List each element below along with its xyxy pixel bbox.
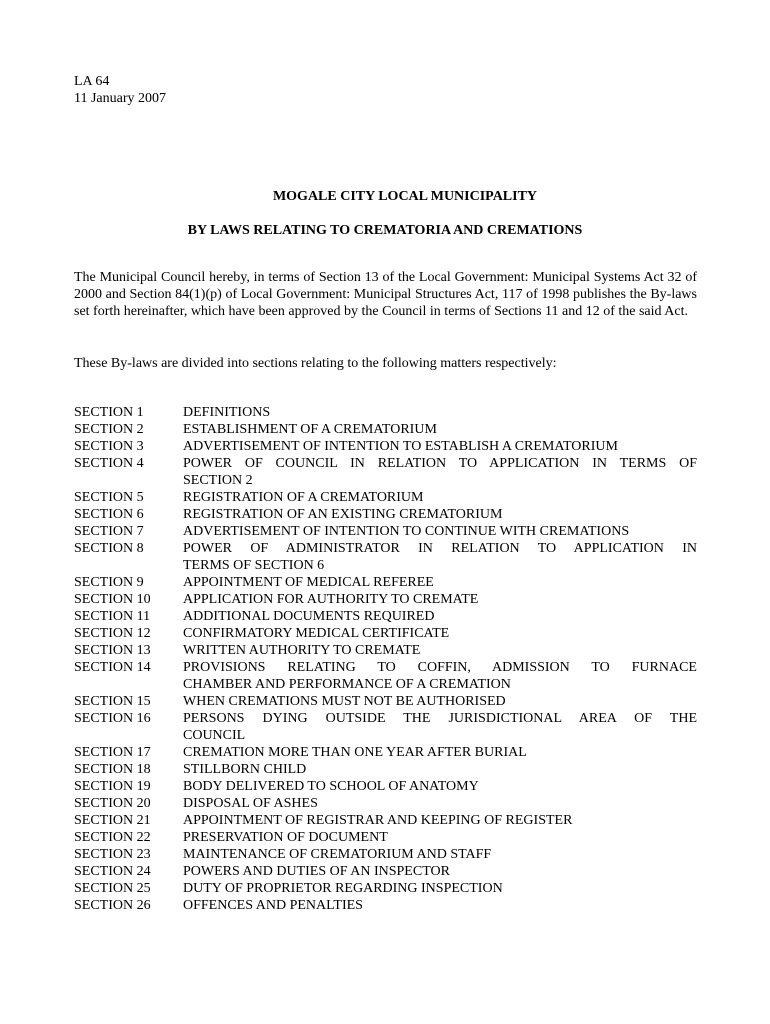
section-title — [183, 846, 697, 863]
section-number: SECTION 8 — [74, 541, 144, 556]
section-row — [74, 438, 697, 455]
section-title — [183, 404, 697, 421]
section-title — [183, 693, 697, 710]
section-row — [74, 863, 697, 880]
section-title — [183, 659, 697, 693]
section-row — [74, 591, 697, 608]
section-title-line: DEFINITIONS — [183, 405, 271, 420]
section-number: SECTION 1 — [74, 405, 144, 420]
section-row — [74, 693, 697, 710]
section-title-continuation: SECTION 2 — [183, 473, 253, 488]
section-title — [183, 540, 697, 574]
section-title-line: PROVISIONS RELATING TO COFFIN, ADMISSION TO FURNACE — [183, 660, 697, 675]
section-title-line: STILLBORN CHILD — [183, 762, 307, 777]
section-row — [74, 795, 697, 812]
section-title-line: BODY DELIVERED TO SCHOOL OF ANATOMY — [183, 779, 479, 794]
section-title-line: ADDITIONAL DOCUMENTS REQUIRED — [183, 609, 435, 624]
section-number: SECTION 24 — [74, 864, 151, 879]
section-number: SECTION 23 — [74, 847, 151, 862]
section-title-line: REGISTRATION OF AN EXISTING CREMATORIUM — [183, 507, 503, 522]
section-title-line: ESTABLISHMENT OF A CREMATORIUM — [183, 422, 437, 437]
section-title-continuation: CHAMBER AND PERFORMANCE OF A CREMATION — [183, 677, 511, 692]
section-title — [183, 880, 697, 897]
municipality-title: MOGALE CITY LOCAL MUNICIPALITY — [272, 189, 538, 204]
reference-number: LA 64 — [74, 74, 110, 89]
section-title-line: OFFENCES AND PENALTIES — [183, 898, 363, 913]
section-title-line: WHEN CREMATIONS MUST NOT BE AUTHORISED — [183, 694, 506, 709]
section-title — [183, 710, 697, 744]
section-title — [183, 795, 697, 812]
section-number: SECTION 2 — [74, 422, 144, 437]
section-number: SECTION 15 — [74, 694, 151, 709]
section-number: SECTION 10 — [74, 592, 151, 607]
section-title-line: DISPOSAL OF ASHES — [183, 796, 318, 811]
document-date: 11 January 2007 — [74, 91, 167, 106]
section-row — [74, 506, 697, 523]
section-number: SECTION 12 — [74, 626, 151, 641]
section-title-line: APPOINTMENT OF REGISTRAR AND KEEPING OF REGISTER — [183, 813, 573, 828]
section-title — [183, 523, 697, 540]
section-title — [183, 829, 697, 846]
section-title-line: MAINTENANCE OF CREMATORIUM AND STAFF — [183, 847, 492, 862]
section-number: SECTION 3 — [74, 439, 144, 454]
section-row — [74, 574, 697, 591]
section-number: SECTION 26 — [74, 898, 151, 913]
section-row — [74, 608, 697, 625]
section-title — [183, 489, 697, 506]
section-number: SECTION 9 — [74, 575, 144, 590]
section-title — [183, 625, 697, 642]
section-title — [183, 812, 697, 829]
section-title-line: POWER OF ADMINISTRATOR IN RELATION TO APPLICATION IN — [183, 541, 697, 556]
section-title — [183, 455, 697, 489]
section-number: SECTION 25 — [74, 881, 151, 896]
section-row — [74, 761, 697, 778]
section-title-line: POWERS AND DUTIES OF AN INSPECTOR — [183, 864, 450, 879]
section-number: SECTION 16 — [74, 711, 151, 726]
section-title-line: CONFIRMATORY MEDICAL CERTIFICATE — [183, 626, 450, 641]
document-reference — [74, 73, 166, 107]
section-title — [183, 421, 697, 438]
section-title-line: CREMATION MORE THAN ONE YEAR AFTER BURIAL — [183, 745, 527, 760]
section-title-line: PRESERVATION OF DOCUMENT — [183, 830, 388, 845]
section-row — [74, 812, 697, 829]
section-title — [183, 761, 697, 778]
section-number: SECTION 13 — [74, 643, 151, 658]
section-number: SECTION 14 — [74, 660, 151, 675]
section-number: SECTION 20 — [74, 796, 151, 811]
section-number: SECTION 6 — [74, 507, 144, 522]
section-row — [74, 897, 697, 914]
section-row — [74, 523, 697, 540]
section-row — [74, 489, 697, 506]
section-title-line: APPOINTMENT OF MEDICAL REFEREE — [183, 575, 434, 590]
section-title-line: DUTY OF PROPRIETOR REGARDING INSPECTION — [183, 881, 503, 896]
section-title — [183, 438, 697, 455]
section-title — [183, 897, 697, 914]
section-title-line: PERSONS DYING OUTSIDE THE JURISDICTIONAL AREA OF THE — [183, 711, 697, 726]
section-title-line: REGISTRATION OF A CREMATORIUM — [183, 490, 424, 505]
section-title-line: APPLICATION FOR AUTHORITY TO CREMATE — [183, 592, 479, 607]
section-number: SECTION 5 — [74, 490, 144, 505]
section-row — [74, 455, 697, 489]
section-title — [183, 574, 697, 591]
section-title — [183, 608, 697, 625]
section-title-continuation: COUNCIL — [183, 728, 246, 743]
section-title — [183, 778, 697, 795]
section-number: SECTION 22 — [74, 830, 151, 845]
section-title-line: WRITTEN AUTHORITY TO CREMATE — [183, 643, 421, 658]
section-title-line: POWER OF COUNCIL IN RELATION TO APPLICATION IN TERMS OF — [183, 456, 697, 471]
section-title — [183, 744, 697, 761]
section-row — [74, 540, 697, 574]
section-row — [74, 710, 697, 744]
section-row — [74, 744, 697, 761]
section-title-line: ADVERTISEMENT OF INTENTION TO CONTINUE WITH CREMATIONS — [183, 524, 630, 539]
section-title — [183, 863, 697, 880]
section-row — [74, 659, 697, 693]
section-row — [74, 880, 697, 897]
section-row — [74, 642, 697, 659]
sections-list — [74, 404, 697, 914]
section-title-line: ADVERTISEMENT OF INTENTION TO ESTABLISH A CREMATORIUM — [183, 439, 618, 454]
section-title-continuation: TERMS OF SECTION 6 — [183, 558, 325, 573]
section-row — [74, 421, 697, 438]
section-number: SECTION 18 — [74, 762, 151, 777]
section-number: SECTION 19 — [74, 779, 151, 794]
section-number: SECTION 11 — [74, 609, 151, 624]
section-row — [74, 625, 697, 642]
section-number: SECTION 4 — [74, 456, 144, 471]
intro-paragraph: The Municipal Council hereby, in terms of Section 13 of the Local Government: Municipal Systems Act 32 of 2000 and Section 84(1)(p) of Local Government: Municipal Structures Act, 117 of 1998 publishes the By-laws set forth hereinafter, which have been approved by the Council in terms of Sections 11 and 12 of the said Act. — [74, 270, 697, 319]
section-row — [74, 404, 697, 421]
section-title — [183, 642, 697, 659]
section-number: SECTION 21 — [74, 813, 151, 828]
section-row — [74, 846, 697, 863]
section-row — [74, 778, 697, 795]
section-row — [74, 829, 697, 846]
section-title — [183, 591, 697, 608]
sections-intro: These By-laws are divided into sections relating to the following matters respectively: — [74, 356, 557, 371]
bylaws-title: BY LAWS RELATING TO CREMATORIA AND CREMATIONS — [187, 223, 583, 238]
section-number: SECTION 17 — [74, 745, 151, 760]
section-number: SECTION 7 — [74, 524, 144, 539]
section-title — [183, 506, 697, 523]
